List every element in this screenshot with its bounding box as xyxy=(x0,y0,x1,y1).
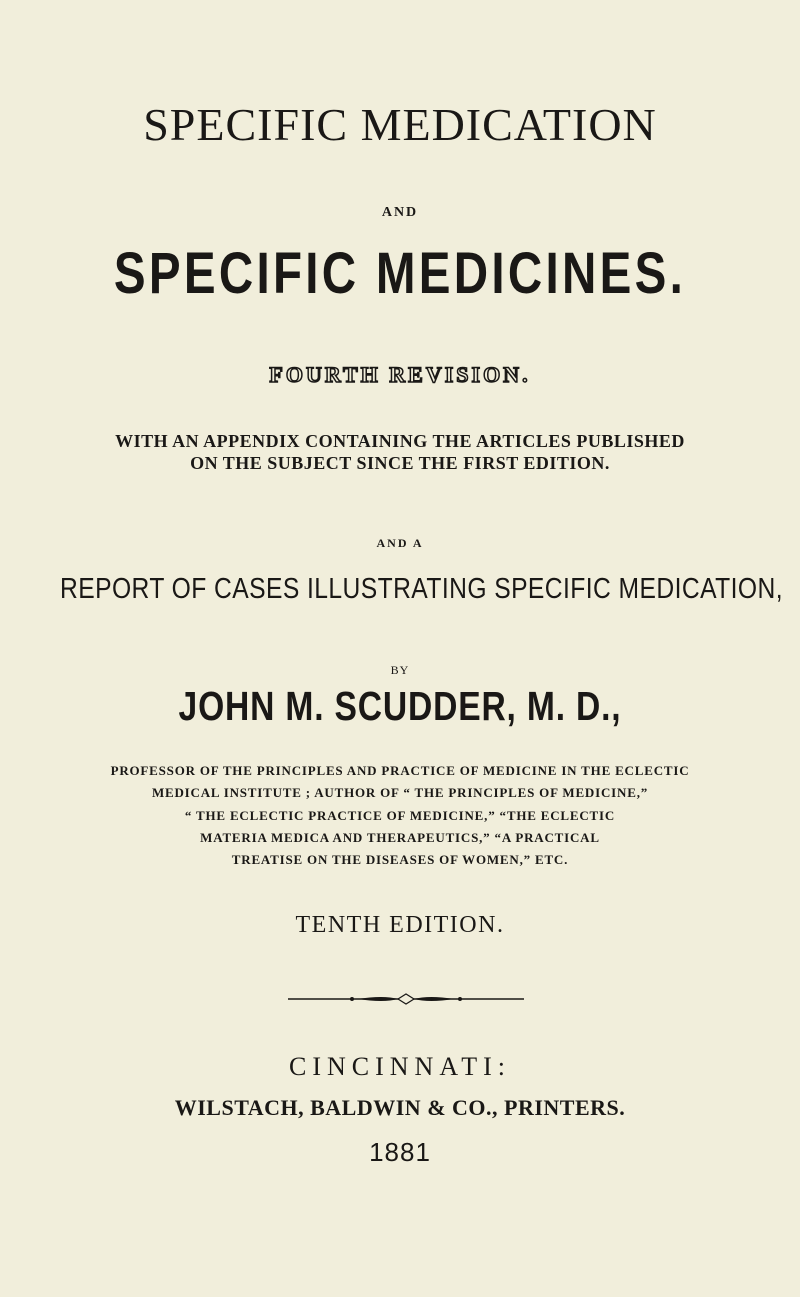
and-a-connector: AND A xyxy=(376,536,424,550)
title-conjunction: AND xyxy=(381,205,419,220)
appendix-line-1: WITH AN APPENDIX CONTAINING THE ARTICLES PUBLISHED xyxy=(115,431,685,451)
title-line-2: SPECIFIC MEDICINES. xyxy=(113,241,687,306)
edition-label: TENTH EDITION. xyxy=(295,912,505,938)
report-subtitle: REPORT OF CASES ILLUSTRATING SPECIFIC MEDICATION, xyxy=(60,573,784,605)
revision-heading: FOURTH REVISION. xyxy=(269,362,531,387)
ornamental-divider xyxy=(288,993,524,1005)
publication-year: 1881 xyxy=(369,1137,431,1167)
author-credentials-line: PROFESSOR OF THE PRINCIPLES AND PRACTICE OF MEDICINE IN THE ECLECTIC xyxy=(110,763,690,778)
publication-city: CINCINNATI: xyxy=(289,1052,511,1081)
author-credentials-line: TREATISE ON THE DISEASES OF WOMEN,” ETC. xyxy=(231,852,569,867)
by-label: BY xyxy=(390,663,410,677)
author-name: JOHN M. SCUDDER, M. D., xyxy=(178,683,622,729)
author-credentials-line: MEDICAL INSTITUTE ; AUTHOR OF “ THE PRINCIPLES OF MEDICINE,” xyxy=(151,785,649,800)
printer-imprint: WILSTACH, BALDWIN & CO., PRINTERS. xyxy=(174,1095,626,1120)
author-credentials-line: “ THE ECLECTIC PRACTICE OF MEDICINE,” “THE ECLECTIC xyxy=(184,808,616,823)
title-line-1: SPECIFIC MEDICATION xyxy=(143,99,657,150)
appendix-line-2: ON THE SUBJECT SINCE THE FIRST EDITION. xyxy=(190,453,610,473)
author-credentials-line: MATERIA MEDICA AND THERAPEUTICS,” “A PRACTICAL xyxy=(200,830,600,845)
